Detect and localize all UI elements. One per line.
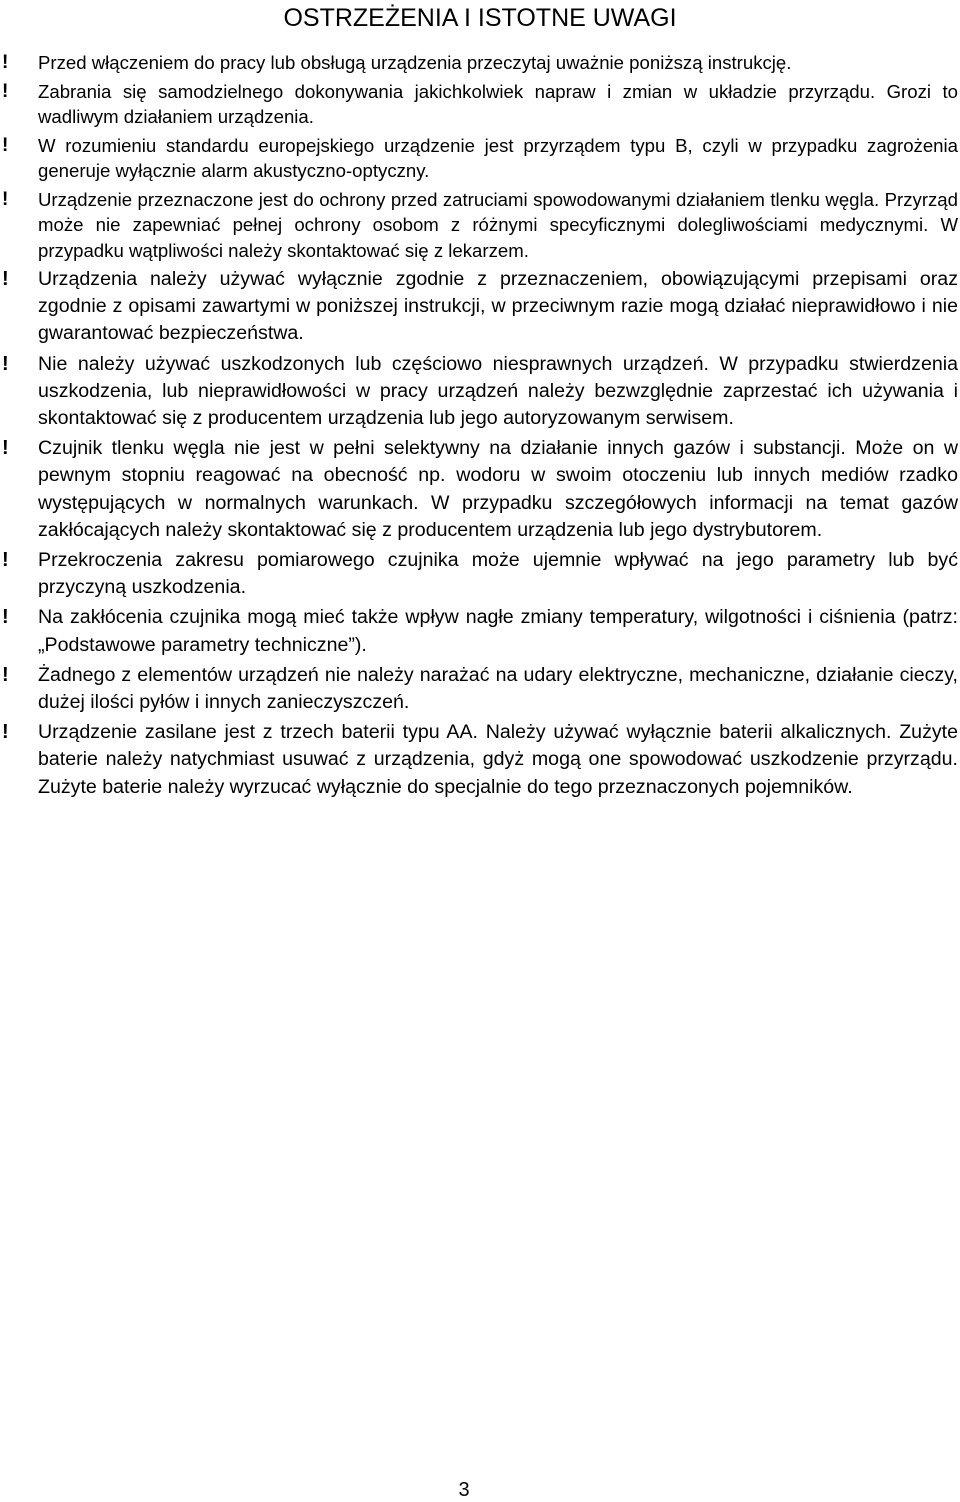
- warning-text: Przed włączeniem do pracy lub obsługą urządzenia przeczytaj uważnie poniższą instrukcję.: [38, 52, 792, 73]
- warning-text: Zabrania się samodzielnego dokonywania jakichkolwiek napraw i zmian w układzie przyrządu. Grozi to wadliwym działaniem urządzenia.: [38, 80, 958, 127]
- exclamation-icon: !: [2, 606, 9, 629]
- warning-item: [0, 351, 958, 433]
- warning-text: Urządzenia należy używać wyłącznie zgodnie z przeznaczeniem, obowiązującymi przepisami oraz zgodnie z opisami zawartymi w poniższej instrukcji, w przeciwnym razie mogą działać nieprawidłowo i nie gwarantować bezpieczeństwa.: [38, 268, 958, 345]
- exclamation-icon: !: [2, 663, 9, 686]
- warning-item: [0, 266, 958, 348]
- warning-item: [0, 435, 958, 544]
- warning-item: [0, 662, 958, 716]
- warning-item: [0, 604, 958, 658]
- warning-item: [0, 79, 958, 130]
- warning-item: [0, 719, 958, 801]
- page-title: OSTRZEŻENIA I ISTOTNE UWAGI: [283, 4, 677, 32]
- page-number: 3: [458, 1479, 470, 1501]
- warning-text: Na zakłócenia czujnika mogą mieć także wpływ nagłe zmiany temperatury, wilgotności i ciśnienia (patrz: „Podstawowe parametry techniczne”).: [38, 606, 958, 656]
- exclamation-icon: !: [2, 721, 9, 744]
- warning-item: [0, 187, 958, 264]
- exclamation-icon: !: [2, 352, 9, 375]
- warnings-list: [0, 50, 958, 804]
- warning-text: Urządzenie przeznaczone jest do ochrony przed zatruciami spowodowanymi działaniem tlenku węgla. Przyrząd może nie zapewniać pełnej ochrony osobom z różnymi specyficznymi dolegliwościami medycznymi. W przypadku wątpliwości należy skontaktować się z lekarzem.: [38, 188, 958, 261]
- warning-text: Przekroczenia zakresu pomiarowego czujnika może ujemnie wpływać na jego parametry lub być przyczyną uszkodzenia.: [38, 549, 958, 599]
- exclamation-icon: !: [2, 437, 9, 460]
- warning-text: W rozumieniu standardu europejskiego urządzenie jest przyrządem typu B, czyli w przypadku zagrożenia generuje wyłącznie alarm akustyczno-optyczny.: [38, 134, 958, 181]
- exclamation-icon: !: [2, 80, 9, 102]
- warning-text: Żadnego z elementów urządzeń nie należy narażać na udary elektryczne, mechaniczne, działanie cieczy, dużej ilości pyłów i innych zanieczyszczeń.: [38, 663, 958, 714]
- warning-text: Nie należy używać uszkodzonych lub częściowo niesprawnych urządzeń. W przypadku stwierdzenia uszkodzenia, lub nieprawidłowości w pracy urządzeń należy bezwzględnie zaprzestać ich używania i skontaktować się z producentem urządzenia lub jego autoryzowanym serwisem.: [38, 352, 958, 430]
- exclamation-icon: !: [2, 188, 9, 210]
- exclamation-icon: !: [2, 268, 9, 290]
- warning-item: [0, 133, 958, 184]
- exclamation-icon: !: [2, 134, 9, 156]
- exclamation-icon: !: [2, 52, 9, 73]
- warning-item: [0, 50, 958, 76]
- warning-item: [0, 547, 958, 601]
- warning-text: Urządzenie zasilane jest z trzech baterii typu AA. Należy używać wyłącznie baterii alkalicznych. Zużyte baterie należy natychmiast usuwać z urządzenia, gdyż mogą one spowodować uszkodzenie przyrządu. Zużyte baterie należy wyrzucać wyłącznie do specjalnie do tego przeznaczonych pojemników.: [38, 721, 958, 798]
- warning-text: Czujnik tlenku węgla nie jest w pełni selektywny na działanie innych gazów i substancji. Może on w pewnym stopniu reagować na obecność np. wodoru w swoim otoczeniu lub innych mediów rzadko występujących w normalnych warunkach. W przypadku szczegółowych informacji na temat gazów zakłócających należy skontaktować się z producentem urządzenia lub jego dystrybutorem.: [38, 437, 958, 541]
- exclamation-icon: !: [2, 549, 9, 572]
